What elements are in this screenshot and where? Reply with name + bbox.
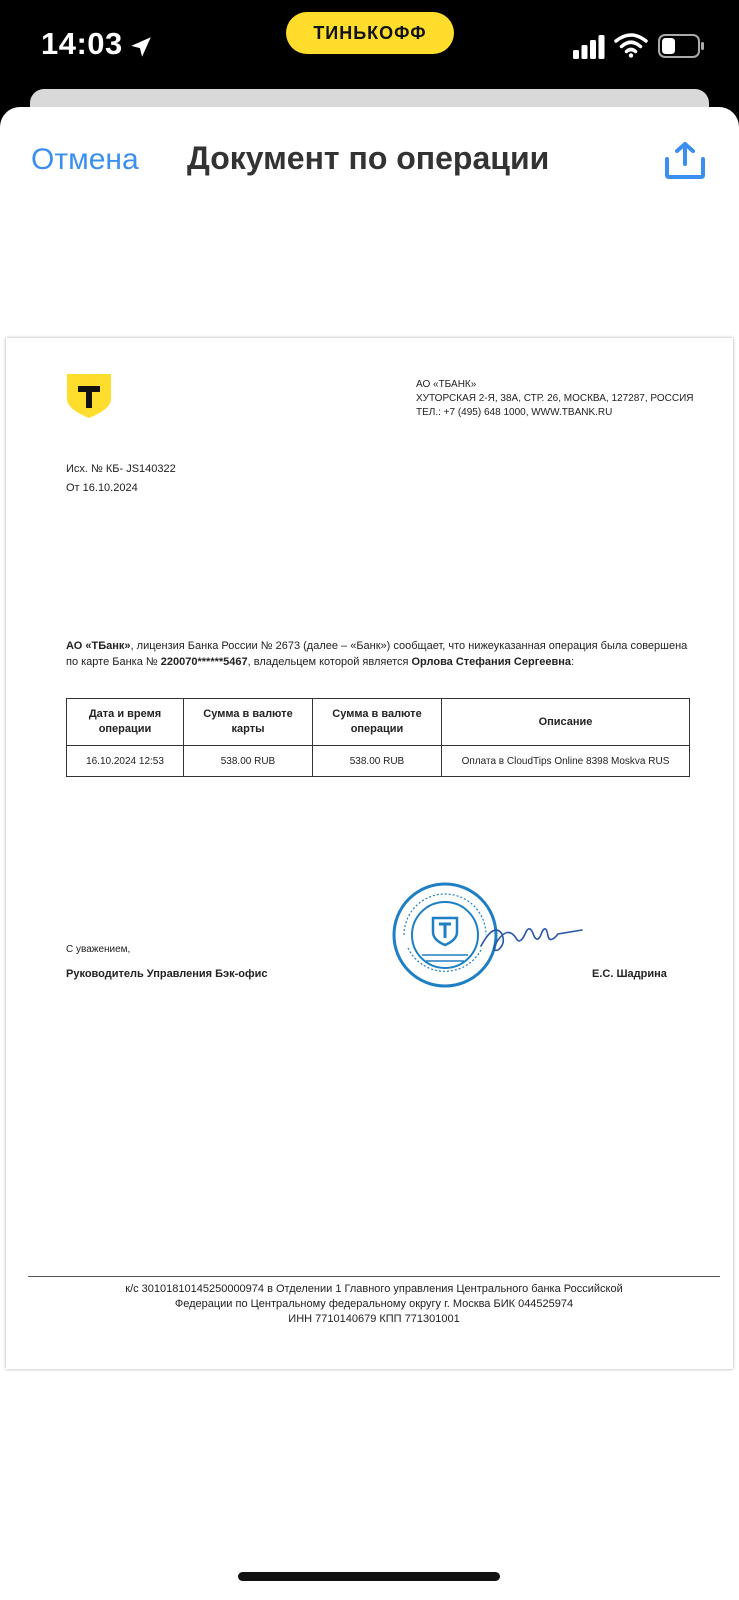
intro-text-2: , владельцем которой является xyxy=(247,656,412,668)
card-number: 220070******5467 xyxy=(160,656,248,668)
footer-divider xyxy=(28,1276,720,1277)
signer-name: Е.С. Шадрина xyxy=(592,968,667,980)
intro-text-3: : xyxy=(571,656,575,668)
location-arrow-icon xyxy=(128,34,154,60)
signal-icon xyxy=(573,34,605,60)
bank-document xyxy=(6,338,733,1369)
table-header-row xyxy=(67,699,690,746)
cell-description: Оплата в CloudTips Online 8398 Moskva RUS xyxy=(442,746,690,777)
share-icon[interactable] xyxy=(664,141,706,179)
table-row xyxy=(67,746,690,777)
brand-pill: ТИНЬКОФФ xyxy=(286,12,454,54)
tbank-logo-icon xyxy=(66,373,112,419)
status-time: 14:03 xyxy=(41,26,123,61)
wifi-icon xyxy=(614,32,648,58)
header-card-amount: Сумма в валюте карты xyxy=(184,699,313,746)
signer-position: Руководитель Управления Бэк-офис xyxy=(66,968,268,980)
footer-line-3: ИНН 7710140679 КПП 771301001 xyxy=(288,1313,460,1325)
bank-address: ХУТОРСКАЯ 2-Я, 38А, СТР. 26, МОСКВА, 127287, РОССИЯ xyxy=(416,393,694,404)
status-bar xyxy=(0,0,739,100)
bank-contacts: ТЕЛ.: +7 (495) 648 1000, WWW.TBANK.RU xyxy=(416,407,613,418)
cell-datetime: 16.10.2024 12:53 xyxy=(67,746,184,777)
cancel-button[interactable]: Отмена xyxy=(31,143,139,176)
document-reference xyxy=(66,460,176,498)
regards-text: С уважением, xyxy=(66,944,131,955)
bank-header xyxy=(416,378,694,420)
header-datetime: Дата и время операции xyxy=(67,699,184,746)
card-owner: Орлова Стефания Сергеевна xyxy=(411,656,572,668)
signature-icon xyxy=(476,912,586,962)
outgoing-number: Исх. № КБ- JS140322 xyxy=(66,463,176,475)
cell-operation-amount: 538.00 RUB xyxy=(313,746,442,777)
footer-line-1: к/с 30101810145250000974 в Отделении 1 Главного управления Центрального банка Российской xyxy=(125,1283,623,1295)
intro-bank: АО «ТБанк» xyxy=(66,640,131,652)
footer-line-2: Федерации по Центральному федеральному округу г. Москва БИК 044525974 xyxy=(174,1298,574,1310)
header-operation-amount: Сумма в валюте операции xyxy=(313,699,442,746)
cell-card-amount: 538.00 RUB xyxy=(184,746,313,777)
intro-paragraph xyxy=(66,638,696,670)
intro-text-1: , лицензия Банка России № 2673 (далее – «Банк») сообщает, что нижеуказанная операция была совершена по карте Банка № xyxy=(66,640,688,668)
document-footer xyxy=(28,1282,720,1327)
header-description: Описание xyxy=(442,699,690,746)
battery-icon xyxy=(658,34,706,58)
home-indicator[interactable] xyxy=(238,1572,500,1581)
bank-name: АО «ТБАНК» xyxy=(416,379,477,390)
sheet-title: Документ по операции xyxy=(187,140,550,176)
operation-table xyxy=(66,698,690,777)
document-date: От 16.10.2024 xyxy=(66,482,138,494)
